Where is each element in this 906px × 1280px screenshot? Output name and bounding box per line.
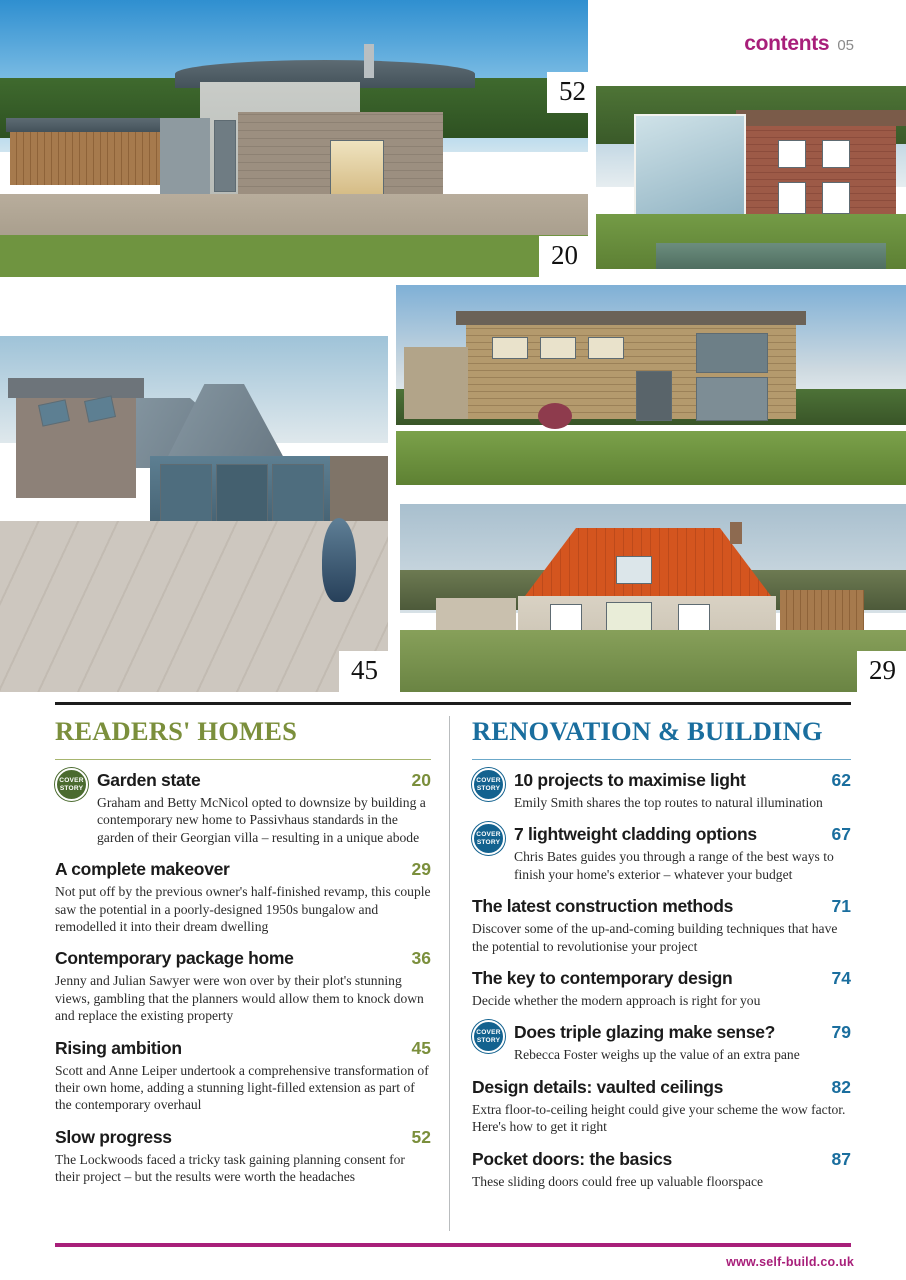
entry-page: 82 (831, 1076, 851, 1097)
cover-story-badge-line2: STORY (476, 784, 501, 792)
list-item[interactable] (472, 1022, 851, 1063)
entry-description: Rebecca Foster weighs up the value of an extra pane (514, 1047, 800, 1063)
photo-package-home (396, 285, 906, 485)
page-number: 05 (837, 37, 854, 54)
section-rule-blue (472, 759, 851, 760)
photo-rising-ambition (0, 336, 388, 692)
entry-page: 87 (831, 1148, 851, 1169)
entry-description: The Lockwoods faced a tricky task gaining planning consent for their project – but the results were worth the headaches (55, 1151, 405, 1185)
cover-story-badge (472, 1020, 505, 1053)
entry-page: 20 (411, 770, 431, 790)
entry-title[interactable]: Pocket doors: the basics (472, 1148, 672, 1169)
entry-description: Discover some of the up-and-coming building techniques that have the potential to revolutionise your project (472, 921, 838, 954)
footer-website-url[interactable]: www.self-build.co.uk (726, 1255, 854, 1269)
entry-title[interactable]: 7 lightweight cladding options (514, 824, 757, 845)
entry-description: Jenny and Julian Sawyer were won over by their plot's stunning views, gambling that the planners would allow them to knock down and replace the existing property (55, 973, 424, 1024)
entry-page: 29 (411, 859, 431, 880)
section-renovation-building (449, 716, 851, 1231)
entry-title[interactable]: Does triple glazing make sense? (514, 1022, 776, 1043)
entry-page: 36 (411, 948, 431, 969)
entry-page: 71 (831, 896, 851, 917)
entry-title[interactable]: Slow progress (55, 1126, 172, 1147)
list-item[interactable] (55, 1127, 431, 1186)
entry-title[interactable]: Garden state (97, 770, 201, 790)
entry-title[interactable]: Design details: vaulted ceilings (472, 1076, 724, 1097)
section-title-renovation-building: RENOVATION & BUILDING (472, 716, 823, 746)
section-divider-top (55, 702, 851, 705)
entry-title[interactable]: 10 projects to maximise light (514, 770, 746, 790)
cover-story-badge (55, 768, 88, 801)
entry-description: These sliding doors could free up valuable floorspace (472, 1173, 764, 1189)
footer-divider (55, 1243, 851, 1247)
entry-page: 79 (831, 1022, 851, 1043)
entry-title[interactable]: A complete makeover (55, 859, 230, 880)
cover-story-badge-line1: COVER (476, 776, 501, 784)
entry-description: Extra floor-to-ceiling height could give your scheme the wow factor. Here's how to get it right (472, 1101, 846, 1135)
photo-caption-52: 52 (547, 72, 596, 113)
section-title-readers-homes: READERS' HOMES (55, 716, 298, 746)
entry-title[interactable]: Rising ambition (55, 1037, 182, 1058)
entry-description: Emily Smith shares the top routes to natural illumination (514, 795, 823, 810)
list-item[interactable] (472, 1077, 851, 1136)
entry-page: 74 (831, 967, 851, 988)
list-item[interactable] (55, 1038, 431, 1114)
list-item[interactable] (55, 770, 431, 846)
section-rule-green (55, 759, 431, 760)
entry-description: Decide whether the modern approach is right for you (472, 992, 761, 1008)
entry-page: 45 (411, 1037, 431, 1058)
list-item[interactable] (472, 824, 851, 883)
entry-title[interactable]: The latest construction methods (472, 896, 734, 917)
cover-story-badge-line1: COVER (476, 831, 501, 839)
cover-story-badge-line1: COVER (476, 1029, 501, 1037)
photo-slow-progress (596, 86, 906, 269)
list-item[interactable] (472, 1149, 851, 1190)
list-item[interactable] (55, 948, 431, 1024)
entry-page: 62 (831, 770, 851, 790)
photo-caption-20: 20 (539, 236, 588, 277)
list-item[interactable] (472, 770, 851, 811)
contents-title: contents (744, 32, 830, 55)
entry-page: 67 (831, 824, 851, 845)
cover-story-badge-line1: COVER (59, 776, 84, 784)
page-header (744, 32, 854, 56)
photo-complete-makeover (400, 504, 906, 692)
entry-title[interactable]: The key to contemporary design (472, 967, 733, 988)
cover-story-badge (472, 822, 505, 855)
entry-title[interactable]: Contemporary package home (55, 948, 294, 969)
cover-story-badge (472, 768, 505, 801)
contents-columns (55, 716, 851, 1231)
entry-page: 52 (411, 1126, 431, 1147)
list-item[interactable] (472, 968, 851, 1009)
entry-description: Graham and Betty McNicol opted to downsize by building a contemporary new home to Passivhaus standards in the garden of their Georgian villa – resulting in a unique abode (97, 795, 426, 845)
photo-caption-45: 45 (339, 651, 388, 692)
photo-garden-state (0, 0, 588, 277)
section-readers-homes (55, 716, 449, 1231)
cover-story-badge-line2: STORY (476, 1036, 501, 1044)
entry-description: Scott and Anne Leiper undertook a comprehensive transformation of their own home, adding a stunning light-filled extension as part of the contemporary overhaul (55, 1062, 429, 1113)
list-item[interactable] (55, 859, 431, 935)
entry-description: Not put off by the previous owner's half-finished revamp, this couple saw the potential in a poorly-designed 1950s bungalow and remodelled it into their dream dwelling (55, 884, 431, 934)
photo-caption-29: 29 (857, 651, 906, 692)
cover-story-badge-line2: STORY (59, 784, 84, 792)
list-item[interactable] (472, 896, 851, 955)
cover-story-badge-line2: STORY (476, 838, 501, 846)
entry-description: Chris Bates guides you through a range of the best ways to finish your home's exterior – whatever your budget (514, 849, 834, 882)
